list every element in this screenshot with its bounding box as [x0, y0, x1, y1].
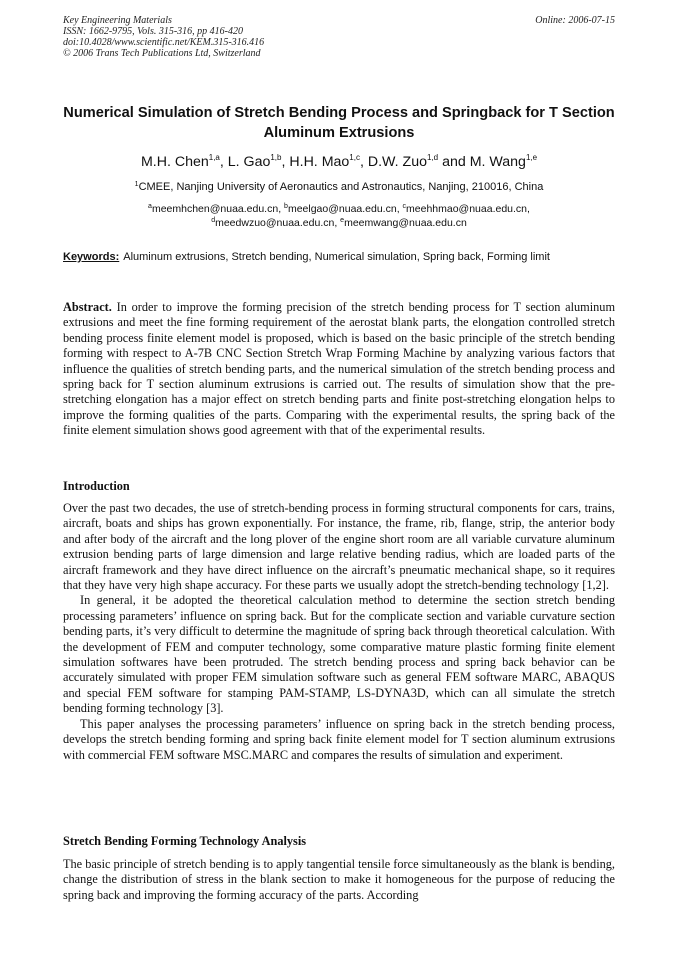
introduction-body	[63, 501, 615, 763]
keywords-label: Keywords:	[63, 251, 120, 263]
paragraph: Over the past two decades, the use of stretch-bending process in forming structural components for cars, trains, aircraft, boats and ships has grown exponentially. For instance, the frame, rib, flange, strip, the anterior body and after body of the aircraft and the long plover of the engine short room are all variable curvature aluminum extrusion bending parts of large dimension and large relative bending radius, which are loaded parts of the aircraft framework and they have direct influence on the aircraft’s pneumatic mechanical shape, so it requires that they have very high shape accuracy. For these parts we usually adopt the stretch-bending technology [1,2].	[63, 501, 615, 593]
journal-name: Key Engineering Materials	[63, 15, 172, 26]
author: M.H. Chen$^{1,a}$,	[140, 153, 228, 170]
copyright-line: © 2006 Trans Tech Publications Ltd, Switzerland	[63, 48, 261, 59]
section-heading: Stretch Bending Forming Technology Analysis	[63, 834, 307, 848]
paragraph: In general, it be adopted the theoretical calculation method to determine the section stretch bending processing parameters’ influence on spring back. But for the complicate section and variable curvature section bending parts, it’s very difficult to determine the magnitude of spring back through theoretical calculation. With the development of FEM and computer technology, some comparative mature plastic forming finite element simulation softwares have been protruded. The stretch bending process and spring back behavior can be accurately simulated with proper FEM simulation software such as general FEM software MARC, ABAQUS and special FEM software for stamping PAM-STAMP, LS-DYNA3D, which can all simulate the stretch bending forming technology [3].	[63, 593, 615, 716]
author: M. Wang$^{1,e}$	[469, 153, 538, 170]
author: D.W. Zuo$^{1,d}$ and	[367, 153, 470, 170]
email[interactable]: $^e$meemwang@nuaa.edu.cn	[340, 217, 467, 229]
author-list	[40, 152, 638, 172]
issn-line: ISSN: 1662-9795, Vols. 315-316, pp 416-420	[63, 26, 243, 37]
email[interactable]: $^d$meedwzuo@nuaa.edu.cn,	[211, 217, 338, 229]
paragraph: This paper analyses the processing parameters’ influence on spring back in the stretch bending process, develops the stretch bending forming and spring back finite element model for T section aluminum extrusions with commercial FEM software MSC.MARC and compares the results of simulation and experiment.	[63, 716, 615, 762]
section-body	[63, 857, 615, 903]
online-date: Online: 2006-07-15	[535, 15, 615, 26]
abstract	[63, 300, 615, 439]
email[interactable]: $^b$meelgao@nuaa.edu.cn,	[284, 203, 400, 215]
email[interactable]: $^a$meemhchen@nuaa.edu.cn,	[148, 203, 282, 215]
author: L. Gao$^{1,b}$,	[227, 153, 290, 170]
affiliation: $^1$CMEE, Nanjing University of Aeronautics and Astronautics, Nanjing, 210016, China	[134, 181, 544, 193]
keywords	[63, 250, 615, 265]
paper-title: Numerical Simulation of Stretch Bending Process and Springback for T Section Aluminum Extrusions	[63, 105, 615, 141]
email[interactable]: $^c$meehhmao@nuaa.edu.cn,	[402, 203, 530, 215]
journal-header	[63, 15, 264, 59]
author: H.H. Mao$^{1,c}$,	[289, 153, 368, 170]
abstract-text: In order to improve the forming precision of the stretch bending process for T section aluminum extrusions and meet the fine forming requirement of the aerostat blank parts, the elongation controlled stretch bending process finite element model is proposed, which is based on the basic principle of the stretch bending forming with respect to A-7B CNC Section Stretch Wrap Forming Machine by analyzing various factors that influence the qualities of stretch bending parts, and the numerical simulation of the stretch bending process and spring back for T section aluminum extrusions is carried out. The results of simulation show that the pre-stretching elongation has a major effect on stretch bending parts and finite post-stretching elongation helps to improve the forming qualities of the parts. Comparing with the experimental results, the spring back of the finite element simulation shows good agreement with that of the experimental results.	[63, 300, 616, 438]
keywords-text: Aluminum extrusions, Stretch bending, Numerical simulation, Spring back, Forming limit	[123, 251, 550, 263]
email-list	[40, 202, 638, 230]
introduction-heading: Introduction	[63, 479, 130, 493]
paragraph: The basic principle of stretch bending is to apply tangential tensile force simultaneously as the blank is bending, change the distribution of stress in the blank section to make it homogeneous for the purpose of reducing the spring back and improving the forming accuracy of the parts. According	[63, 857, 615, 902]
doi-line: doi:10.4028/www.scientific.net/KEM.315-316.416	[63, 37, 265, 48]
abstract-label: Abstract.	[63, 300, 112, 314]
